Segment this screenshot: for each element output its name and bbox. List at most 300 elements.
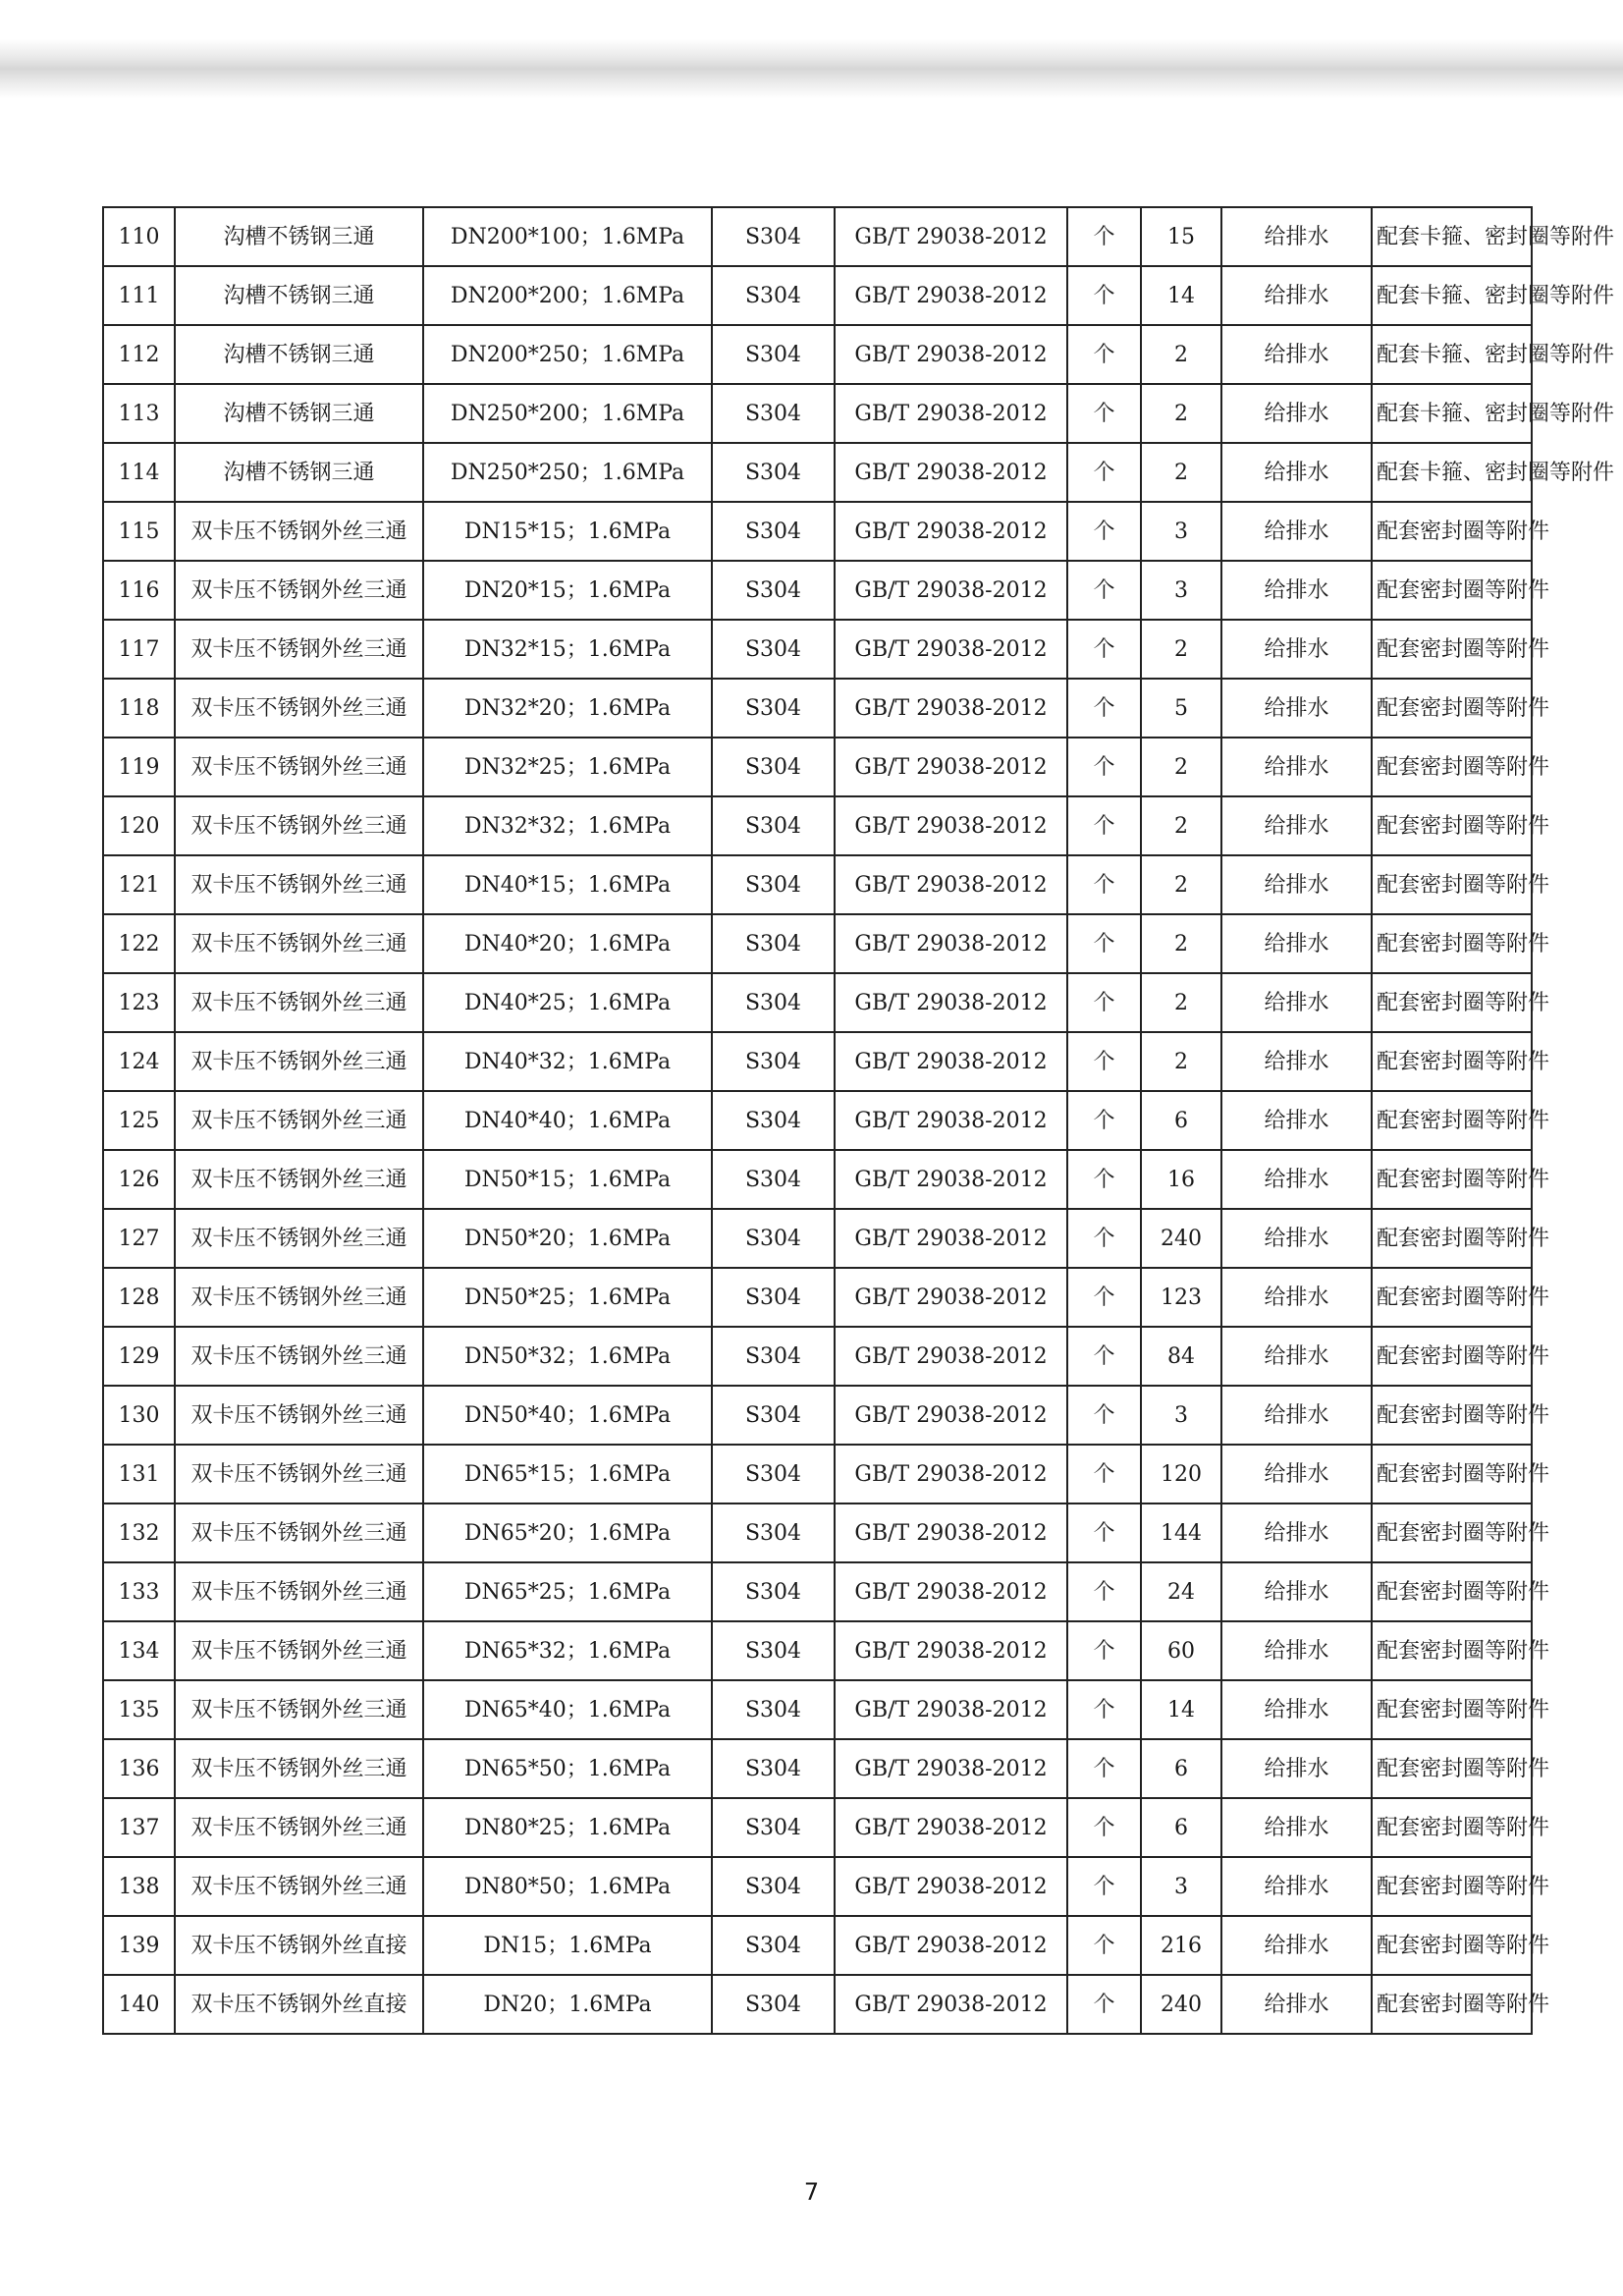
cell-no: 122 bbox=[103, 914, 175, 973]
cell-spec: DN32*15；1.6MPa bbox=[423, 620, 712, 679]
table-row bbox=[103, 1032, 1532, 1091]
cell-use: 给排水 bbox=[1221, 679, 1372, 738]
cell-remark: 配套密封圈等附件 bbox=[1372, 1503, 1532, 1562]
cell-name: 双卡压不锈钢外丝三通 bbox=[175, 561, 423, 620]
cell-unit: 个 bbox=[1067, 1798, 1141, 1857]
cell-standard: GB/T 29038-2012 bbox=[835, 1857, 1067, 1916]
cell-use: 给排水 bbox=[1221, 1739, 1372, 1798]
cell-spec: DN50*15；1.6MPa bbox=[423, 1150, 712, 1209]
cell-remark: 配套密封圈等附件 bbox=[1372, 1680, 1532, 1739]
cell-spec: DN20*15；1.6MPa bbox=[423, 561, 712, 620]
cell-unit: 个 bbox=[1067, 207, 1141, 266]
cell-remark: 配套密封圈等附件 bbox=[1372, 561, 1532, 620]
table-row bbox=[103, 207, 1532, 266]
cell-no: 128 bbox=[103, 1268, 175, 1327]
cell-unit: 个 bbox=[1067, 914, 1141, 973]
cell-no: 110 bbox=[103, 207, 175, 266]
cell-name: 双卡压不锈钢外丝三通 bbox=[175, 738, 423, 796]
cell-no: 136 bbox=[103, 1739, 175, 1798]
cell-name: 沟槽不锈钢三通 bbox=[175, 207, 423, 266]
cell-use: 给排水 bbox=[1221, 1916, 1372, 1975]
cell-remark: 配套密封圈等附件 bbox=[1372, 620, 1532, 679]
cell-standard: GB/T 29038-2012 bbox=[835, 502, 1067, 561]
cell-qty: 3 bbox=[1141, 502, 1221, 561]
cell-unit: 个 bbox=[1067, 620, 1141, 679]
cell-no: 131 bbox=[103, 1445, 175, 1503]
cell-unit: 个 bbox=[1067, 1857, 1141, 1916]
cell-material: S304 bbox=[712, 1386, 835, 1445]
cell-remark: 配套卡箍、密封圈等附件 bbox=[1372, 207, 1532, 266]
cell-spec: DN65*40；1.6MPa bbox=[423, 1680, 712, 1739]
cell-qty: 16 bbox=[1141, 1150, 1221, 1209]
cell-standard: GB/T 29038-2012 bbox=[835, 1562, 1067, 1621]
cell-qty: 216 bbox=[1141, 1916, 1221, 1975]
cell-spec: DN200*250；1.6MPa bbox=[423, 325, 712, 384]
materials-table bbox=[102, 206, 1615, 2035]
table-row bbox=[103, 1562, 1532, 1621]
cell-name: 双卡压不锈钢外丝三通 bbox=[175, 1739, 423, 1798]
cell-spec: DN20；1.6MPa bbox=[423, 1975, 712, 2034]
cell-use: 给排水 bbox=[1221, 325, 1372, 384]
cell-standard: GB/T 29038-2012 bbox=[835, 1032, 1067, 1091]
cell-unit: 个 bbox=[1067, 1916, 1141, 1975]
cell-unit: 个 bbox=[1067, 1091, 1141, 1150]
cell-name: 双卡压不锈钢外丝三通 bbox=[175, 1857, 423, 1916]
cell-use: 给排水 bbox=[1221, 1503, 1372, 1562]
cell-standard: GB/T 29038-2012 bbox=[835, 1798, 1067, 1857]
cell-spec: DN250*250；1.6MPa bbox=[423, 443, 712, 502]
cell-no: 134 bbox=[103, 1621, 175, 1680]
cell-standard: GB/T 29038-2012 bbox=[835, 1916, 1067, 1975]
cell-unit: 个 bbox=[1067, 1032, 1141, 1091]
cell-unit: 个 bbox=[1067, 502, 1141, 561]
cell-material: S304 bbox=[712, 1268, 835, 1327]
cell-material: S304 bbox=[712, 1150, 835, 1209]
cell-remark: 配套密封圈等附件 bbox=[1372, 1209, 1532, 1268]
cell-no: 113 bbox=[103, 384, 175, 443]
cell-material: S304 bbox=[712, 325, 835, 384]
cell-spec: DN40*25；1.6MPa bbox=[423, 973, 712, 1032]
cell-remark: 配套密封圈等附件 bbox=[1372, 1562, 1532, 1621]
cell-material: S304 bbox=[712, 1209, 835, 1268]
cell-remark: 配套密封圈等附件 bbox=[1372, 1798, 1532, 1857]
cell-name: 双卡压不锈钢外丝三通 bbox=[175, 1503, 423, 1562]
cell-no: 116 bbox=[103, 561, 175, 620]
table-row bbox=[103, 1445, 1532, 1503]
cell-name: 双卡压不锈钢外丝三通 bbox=[175, 1032, 423, 1091]
cell-unit: 个 bbox=[1067, 1150, 1141, 1209]
table-body bbox=[103, 207, 1615, 2034]
cell-name: 双卡压不锈钢外丝三通 bbox=[175, 1621, 423, 1680]
cell-standard: GB/T 29038-2012 bbox=[835, 1975, 1067, 2034]
cell-qty: 2 bbox=[1141, 796, 1221, 855]
cell-remark: 配套密封圈等附件 bbox=[1372, 1857, 1532, 1916]
cell-name: 双卡压不锈钢外丝三通 bbox=[175, 1562, 423, 1621]
cell-unit: 个 bbox=[1067, 796, 1141, 855]
cell-material: S304 bbox=[712, 973, 835, 1032]
cell-no: 127 bbox=[103, 1209, 175, 1268]
cell-name: 双卡压不锈钢外丝三通 bbox=[175, 1091, 423, 1150]
cell-name: 双卡压不锈钢外丝直接 bbox=[175, 1975, 423, 2034]
cell-remark: 配套密封圈等附件 bbox=[1372, 1268, 1532, 1327]
cell-name: 双卡压不锈钢外丝直接 bbox=[175, 1916, 423, 1975]
cell-qty: 24 bbox=[1141, 1562, 1221, 1621]
cell-material: S304 bbox=[712, 207, 835, 266]
cell-unit: 个 bbox=[1067, 1503, 1141, 1562]
cell-name: 双卡压不锈钢外丝三通 bbox=[175, 1209, 423, 1268]
cell-use: 给排水 bbox=[1221, 266, 1372, 325]
cell-remark: 配套密封圈等附件 bbox=[1372, 738, 1532, 796]
cell-use: 给排水 bbox=[1221, 973, 1372, 1032]
cell-remark: 配套密封圈等附件 bbox=[1372, 855, 1532, 914]
cell-qty: 2 bbox=[1141, 855, 1221, 914]
cell-unit: 个 bbox=[1067, 1386, 1141, 1445]
cell-qty: 15 bbox=[1141, 207, 1221, 266]
table-row bbox=[103, 502, 1532, 561]
cell-qty: 2 bbox=[1141, 620, 1221, 679]
table-row bbox=[103, 266, 1532, 325]
cell-standard: GB/T 29038-2012 bbox=[835, 1091, 1067, 1150]
cell-material: S304 bbox=[712, 1503, 835, 1562]
table-row bbox=[103, 1091, 1532, 1150]
cell-use: 给排水 bbox=[1221, 1975, 1372, 2034]
cell-material: S304 bbox=[712, 443, 835, 502]
cell-name: 双卡压不锈钢外丝三通 bbox=[175, 796, 423, 855]
cell-name: 沟槽不锈钢三通 bbox=[175, 266, 423, 325]
cell-name: 双卡压不锈钢外丝三通 bbox=[175, 1445, 423, 1503]
cell-use: 给排水 bbox=[1221, 620, 1372, 679]
cell-no: 123 bbox=[103, 973, 175, 1032]
cell-no: 117 bbox=[103, 620, 175, 679]
cell-unit: 个 bbox=[1067, 1209, 1141, 1268]
cell-no: 112 bbox=[103, 325, 175, 384]
table-row bbox=[103, 1503, 1532, 1562]
cell-name: 沟槽不锈钢三通 bbox=[175, 384, 423, 443]
cell-spec: DN40*32；1.6MPa bbox=[423, 1032, 712, 1091]
cell-material: S304 bbox=[712, 1032, 835, 1091]
cell-no: 140 bbox=[103, 1975, 175, 2034]
cell-remark: 配套密封圈等附件 bbox=[1372, 679, 1532, 738]
cell-name: 双卡压不锈钢外丝三通 bbox=[175, 1798, 423, 1857]
cell-standard: GB/T 29038-2012 bbox=[835, 679, 1067, 738]
cell-qty: 6 bbox=[1141, 1739, 1221, 1798]
cell-use: 给排水 bbox=[1221, 1386, 1372, 1445]
cell-material: S304 bbox=[712, 1739, 835, 1798]
cell-spec: DN50*20；1.6MPa bbox=[423, 1209, 712, 1268]
cell-qty: 14 bbox=[1141, 266, 1221, 325]
cell-standard: GB/T 29038-2012 bbox=[835, 1621, 1067, 1680]
cell-standard: GB/T 29038-2012 bbox=[835, 443, 1067, 502]
table-row bbox=[103, 325, 1532, 384]
cell-remark: 配套卡箍、密封圈等附件 bbox=[1372, 266, 1532, 325]
cell-standard: GB/T 29038-2012 bbox=[835, 914, 1067, 973]
table-row bbox=[103, 1268, 1532, 1327]
table-row bbox=[103, 561, 1532, 620]
cell-standard: GB/T 29038-2012 bbox=[835, 1739, 1067, 1798]
cell-material: S304 bbox=[712, 561, 835, 620]
cell-material: S304 bbox=[712, 1798, 835, 1857]
cell-no: 126 bbox=[103, 1150, 175, 1209]
cell-standard: GB/T 29038-2012 bbox=[835, 1445, 1067, 1503]
cell-spec: DN65*32；1.6MPa bbox=[423, 1621, 712, 1680]
cell-qty: 60 bbox=[1141, 1621, 1221, 1680]
table-row bbox=[103, 1857, 1532, 1916]
cell-no: 139 bbox=[103, 1916, 175, 1975]
cell-name: 双卡压不锈钢外丝三通 bbox=[175, 914, 423, 973]
cell-qty: 144 bbox=[1141, 1503, 1221, 1562]
cell-spec: DN50*40；1.6MPa bbox=[423, 1386, 712, 1445]
cell-material: S304 bbox=[712, 620, 835, 679]
cell-qty: 123 bbox=[1141, 1268, 1221, 1327]
cell-spec: DN80*25；1.6MPa bbox=[423, 1798, 712, 1857]
cell-standard: GB/T 29038-2012 bbox=[835, 973, 1067, 1032]
cell-no: 133 bbox=[103, 1562, 175, 1621]
cell-material: S304 bbox=[712, 384, 835, 443]
cell-remark: 配套密封圈等附件 bbox=[1372, 914, 1532, 973]
cell-unit: 个 bbox=[1067, 384, 1141, 443]
cell-unit: 个 bbox=[1067, 1327, 1141, 1386]
cell-qty: 2 bbox=[1141, 325, 1221, 384]
cell-material: S304 bbox=[712, 1445, 835, 1503]
cell-spec: DN32*20；1.6MPa bbox=[423, 679, 712, 738]
cell-spec: DN50*25；1.6MPa bbox=[423, 1268, 712, 1327]
cell-use: 给排水 bbox=[1221, 1268, 1372, 1327]
cell-unit: 个 bbox=[1067, 973, 1141, 1032]
table-row bbox=[103, 1327, 1532, 1386]
cell-use: 给排水 bbox=[1221, 1445, 1372, 1503]
cell-use: 给排水 bbox=[1221, 207, 1372, 266]
cell-standard: GB/T 29038-2012 bbox=[835, 855, 1067, 914]
cell-qty: 5 bbox=[1141, 679, 1221, 738]
cell-spec: DN15*15；1.6MPa bbox=[423, 502, 712, 561]
cell-no: 137 bbox=[103, 1798, 175, 1857]
cell-no: 111 bbox=[103, 266, 175, 325]
cell-unit: 个 bbox=[1067, 738, 1141, 796]
cell-remark: 配套密封圈等附件 bbox=[1372, 1032, 1532, 1091]
cell-material: S304 bbox=[712, 914, 835, 973]
cell-use: 给排水 bbox=[1221, 384, 1372, 443]
cell-remark: 配套密封圈等附件 bbox=[1372, 1386, 1532, 1445]
cell-unit: 个 bbox=[1067, 1680, 1141, 1739]
cell-name: 双卡压不锈钢外丝三通 bbox=[175, 1268, 423, 1327]
cell-no: 130 bbox=[103, 1386, 175, 1445]
table-row bbox=[103, 973, 1532, 1032]
cell-standard: GB/T 29038-2012 bbox=[835, 266, 1067, 325]
cell-material: S304 bbox=[712, 855, 835, 914]
cell-use: 给排水 bbox=[1221, 1621, 1372, 1680]
cell-spec: DN80*50；1.6MPa bbox=[423, 1857, 712, 1916]
cell-remark: 配套卡箍、密封圈等附件 bbox=[1372, 443, 1532, 502]
cell-name: 双卡压不锈钢外丝三通 bbox=[175, 973, 423, 1032]
cell-remark: 配套密封圈等附件 bbox=[1372, 1091, 1532, 1150]
cell-standard: GB/T 29038-2012 bbox=[835, 1386, 1067, 1445]
cell-remark: 配套密封圈等附件 bbox=[1372, 1975, 1532, 2034]
cell-name: 双卡压不锈钢外丝三通 bbox=[175, 1680, 423, 1739]
cell-unit: 个 bbox=[1067, 266, 1141, 325]
table-row bbox=[103, 1916, 1532, 1975]
cell-qty: 2 bbox=[1141, 443, 1221, 502]
cell-use: 给排水 bbox=[1221, 1680, 1372, 1739]
cell-no: 135 bbox=[103, 1680, 175, 1739]
cell-use: 给排水 bbox=[1221, 1209, 1372, 1268]
cell-name: 沟槽不锈钢三通 bbox=[175, 443, 423, 502]
cell-name: 双卡压不锈钢外丝三通 bbox=[175, 1327, 423, 1386]
cell-qty: 3 bbox=[1141, 1857, 1221, 1916]
table-row bbox=[103, 1739, 1532, 1798]
cell-qty: 14 bbox=[1141, 1680, 1221, 1739]
cell-standard: GB/T 29038-2012 bbox=[835, 561, 1067, 620]
cell-use: 给排水 bbox=[1221, 561, 1372, 620]
cell-material: S304 bbox=[712, 1091, 835, 1150]
cell-material: S304 bbox=[712, 1916, 835, 1975]
cell-qty: 3 bbox=[1141, 1386, 1221, 1445]
cell-remark: 配套密封圈等附件 bbox=[1372, 1916, 1532, 1975]
table-row bbox=[103, 679, 1532, 738]
table-row bbox=[103, 1209, 1532, 1268]
cell-standard: GB/T 29038-2012 bbox=[835, 207, 1067, 266]
cell-spec: DN65*25；1.6MPa bbox=[423, 1562, 712, 1621]
cell-spec: DN65*50；1.6MPa bbox=[423, 1739, 712, 1798]
cell-no: 114 bbox=[103, 443, 175, 502]
table-row bbox=[103, 914, 1532, 973]
scan-noise-band bbox=[0, 39, 1623, 98]
cell-use: 给排水 bbox=[1221, 443, 1372, 502]
table-row bbox=[103, 1680, 1532, 1739]
cell-no: 119 bbox=[103, 738, 175, 796]
cell-no: 138 bbox=[103, 1857, 175, 1916]
cell-use: 给排水 bbox=[1221, 855, 1372, 914]
cell-standard: GB/T 29038-2012 bbox=[835, 1503, 1067, 1562]
cell-remark: 配套卡箍、密封圈等附件 bbox=[1372, 384, 1532, 443]
cell-qty: 3 bbox=[1141, 561, 1221, 620]
cell-remark: 配套卡箍、密封圈等附件 bbox=[1372, 325, 1532, 384]
cell-material: S304 bbox=[712, 1680, 835, 1739]
cell-unit: 个 bbox=[1067, 1445, 1141, 1503]
cell-name: 双卡压不锈钢外丝三通 bbox=[175, 679, 423, 738]
table-row bbox=[103, 620, 1532, 679]
page-number: 7 bbox=[803, 2178, 820, 2206]
cell-material: S304 bbox=[712, 1857, 835, 1916]
cell-standard: GB/T 29038-2012 bbox=[835, 384, 1067, 443]
cell-unit: 个 bbox=[1067, 1621, 1141, 1680]
cell-unit: 个 bbox=[1067, 561, 1141, 620]
table-row bbox=[103, 1621, 1532, 1680]
cell-qty: 2 bbox=[1141, 914, 1221, 973]
table-row bbox=[103, 1386, 1532, 1445]
cell-material: S304 bbox=[712, 679, 835, 738]
cell-spec: DN200*200；1.6MPa bbox=[423, 266, 712, 325]
cell-use: 给排水 bbox=[1221, 1857, 1372, 1916]
cell-unit: 个 bbox=[1067, 325, 1141, 384]
cell-unit: 个 bbox=[1067, 1975, 1141, 2034]
cell-qty: 240 bbox=[1141, 1209, 1221, 1268]
cell-no: 125 bbox=[103, 1091, 175, 1150]
cell-spec: DN50*32；1.6MPa bbox=[423, 1327, 712, 1386]
table-row bbox=[103, 443, 1532, 502]
cell-qty: 2 bbox=[1141, 738, 1221, 796]
cell-qty: 6 bbox=[1141, 1091, 1221, 1150]
table-row bbox=[103, 384, 1532, 443]
cell-remark: 配套密封圈等附件 bbox=[1372, 1739, 1532, 1798]
cell-qty: 84 bbox=[1141, 1327, 1221, 1386]
cell-spec: DN250*200；1.6MPa bbox=[423, 384, 712, 443]
cell-spec: DN200*100；1.6MPa bbox=[423, 207, 712, 266]
cell-standard: GB/T 29038-2012 bbox=[835, 1209, 1067, 1268]
cell-remark: 配套密封圈等附件 bbox=[1372, 1621, 1532, 1680]
cell-material: S304 bbox=[712, 1327, 835, 1386]
table-row bbox=[103, 796, 1532, 855]
cell-no: 115 bbox=[103, 502, 175, 561]
cell-standard: GB/T 29038-2012 bbox=[835, 738, 1067, 796]
cell-standard: GB/T 29038-2012 bbox=[835, 620, 1067, 679]
table-row bbox=[103, 1150, 1532, 1209]
cell-material: S304 bbox=[712, 266, 835, 325]
cell-material: S304 bbox=[712, 1975, 835, 2034]
cell-name: 沟槽不锈钢三通 bbox=[175, 325, 423, 384]
cell-standard: GB/T 29038-2012 bbox=[835, 1268, 1067, 1327]
cell-no: 124 bbox=[103, 1032, 175, 1091]
cell-use: 给排水 bbox=[1221, 1150, 1372, 1209]
cell-use: 给排水 bbox=[1221, 1562, 1372, 1621]
cell-qty: 2 bbox=[1141, 1032, 1221, 1091]
cell-unit: 个 bbox=[1067, 1268, 1141, 1327]
table-row bbox=[103, 1798, 1532, 1857]
cell-no: 121 bbox=[103, 855, 175, 914]
cell-unit: 个 bbox=[1067, 855, 1141, 914]
cell-qty: 120 bbox=[1141, 1445, 1221, 1503]
cell-use: 给排水 bbox=[1221, 1032, 1372, 1091]
cell-name: 双卡压不锈钢外丝三通 bbox=[175, 1386, 423, 1445]
table-row bbox=[103, 1975, 1532, 2034]
cell-use: 给排水 bbox=[1221, 738, 1372, 796]
cell-qty: 240 bbox=[1141, 1975, 1221, 2034]
cell-remark: 配套密封圈等附件 bbox=[1372, 502, 1532, 561]
cell-material: S304 bbox=[712, 796, 835, 855]
cell-unit: 个 bbox=[1067, 443, 1141, 502]
cell-qty: 6 bbox=[1141, 1798, 1221, 1857]
cell-unit: 个 bbox=[1067, 1562, 1141, 1621]
cell-spec: DN40*15；1.6MPa bbox=[423, 855, 712, 914]
cell-material: S304 bbox=[712, 738, 835, 796]
cell-spec: DN32*32；1.6MPa bbox=[423, 796, 712, 855]
cell-spec: DN32*25；1.6MPa bbox=[423, 738, 712, 796]
cell-remark: 配套密封圈等附件 bbox=[1372, 1327, 1532, 1386]
cell-qty: 2 bbox=[1141, 384, 1221, 443]
cell-no: 129 bbox=[103, 1327, 175, 1386]
cell-remark: 配套密封圈等附件 bbox=[1372, 1445, 1532, 1503]
table-row bbox=[103, 738, 1532, 796]
cell-material: S304 bbox=[712, 502, 835, 561]
cell-no: 132 bbox=[103, 1503, 175, 1562]
cell-remark: 配套密封圈等附件 bbox=[1372, 973, 1532, 1032]
cell-use: 给排水 bbox=[1221, 1798, 1372, 1857]
cell-unit: 个 bbox=[1067, 679, 1141, 738]
cell-no: 120 bbox=[103, 796, 175, 855]
cell-use: 给排水 bbox=[1221, 1091, 1372, 1150]
cell-spec: DN15；1.6MPa bbox=[423, 1916, 712, 1975]
cell-unit: 个 bbox=[1067, 1739, 1141, 1798]
cell-standard: GB/T 29038-2012 bbox=[835, 1680, 1067, 1739]
cell-standard: GB/T 29038-2012 bbox=[835, 1327, 1067, 1386]
cell-remark: 配套密封圈等附件 bbox=[1372, 1150, 1532, 1209]
cell-name: 双卡压不锈钢外丝三通 bbox=[175, 855, 423, 914]
cell-standard: GB/T 29038-2012 bbox=[835, 1150, 1067, 1209]
cell-name: 双卡压不锈钢外丝三通 bbox=[175, 1150, 423, 1209]
cell-spec: DN40*40；1.6MPa bbox=[423, 1091, 712, 1150]
cell-standard: GB/T 29038-2012 bbox=[835, 796, 1067, 855]
cell-use: 给排水 bbox=[1221, 502, 1372, 561]
cell-qty: 2 bbox=[1141, 973, 1221, 1032]
